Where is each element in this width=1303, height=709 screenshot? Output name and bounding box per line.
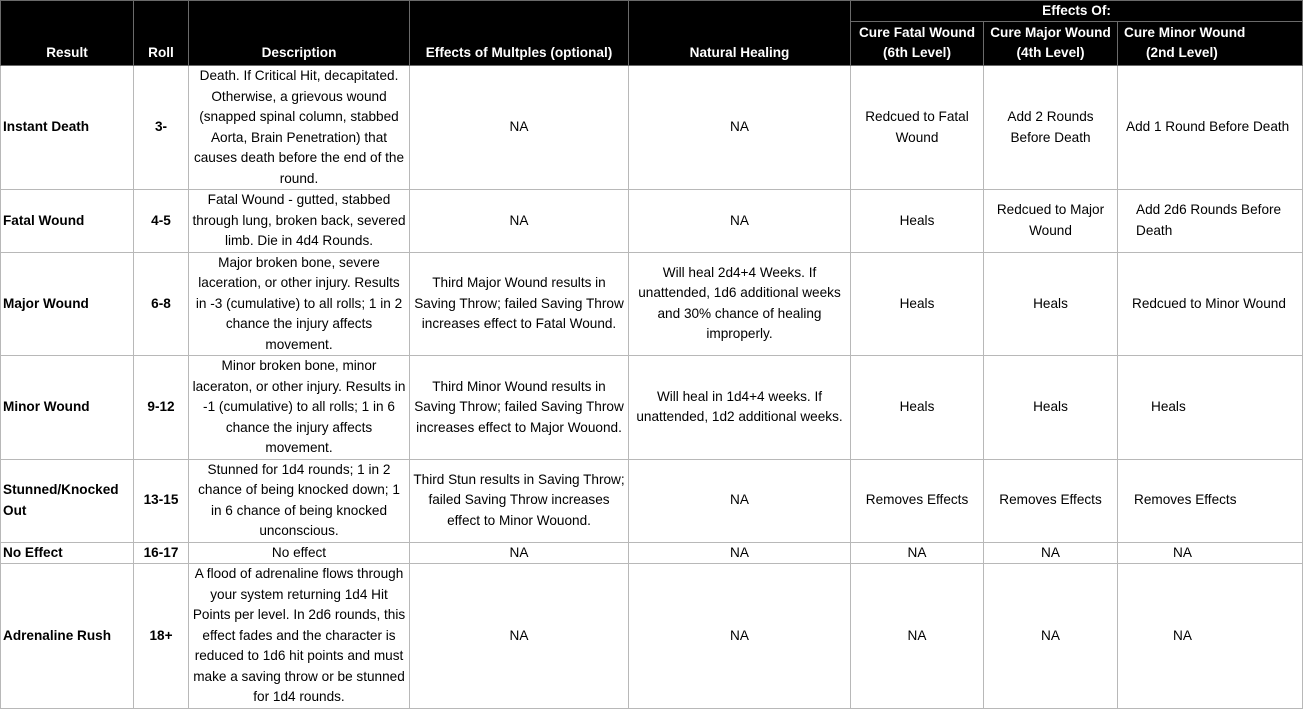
natural-healing-cell: NA <box>629 542 851 564</box>
cure-minor-cell: Heals <box>1118 356 1303 460</box>
header-natural-healing: Natural Healing <box>629 1 851 66</box>
cure-fatal-cell: Removes Effects <box>851 459 984 542</box>
cure-minor-cell: Add 2d6 Rounds Before Death <box>1118 190 1303 253</box>
roll-cell: 18+ <box>134 564 189 709</box>
result-cell: Minor Wound <box>1 356 134 460</box>
description-cell: Minor broken bone, minor laceraton, or other injury. Results in -1 (cumulative) to all rolls; 1 in 6 chance the injury affects movement. <box>189 356 410 460</box>
cure-major-cell: NA <box>984 564 1118 709</box>
multiples-cell: NA <box>410 190 629 253</box>
table-body <box>1 66 1303 709</box>
cure-major-cell: Heals <box>984 252 1118 356</box>
result-cell: Fatal Wound <box>1 190 134 253</box>
cure-major-cell: Redcued to Major Wound <box>984 190 1118 253</box>
result-cell: Adrenaline Rush <box>1 564 134 709</box>
effects-of-label: Effects Of: <box>1042 3 1111 18</box>
natural-healing-cell: NA <box>629 190 851 253</box>
cure-major-line1: Cure Major Wound <box>990 25 1111 40</box>
cure-minor-cell: NA <box>1118 542 1303 564</box>
table-row <box>1 564 1303 709</box>
header-description: Description <box>189 1 410 66</box>
multiples-cell: Third Minor Wound results in Saving Throw; failed Saving Throw increases effect to Major Wouond. <box>410 356 629 460</box>
cure-major-cell: Add 2 Rounds Before Death <box>984 66 1118 190</box>
roll-cell: 6-8 <box>134 252 189 356</box>
cure-fatal-cell: Heals <box>851 356 984 460</box>
cure-minor-cell: Removes Effects <box>1118 459 1303 542</box>
cure-major-cell: Heals <box>984 356 1118 460</box>
result-cell: No Effect <box>1 542 134 564</box>
natural-healing-cell: NA <box>629 66 851 190</box>
table-row <box>1 356 1303 460</box>
table-row <box>1 66 1303 190</box>
cure-fatal-line1: Cure Fatal Wound <box>858 25 976 40</box>
multiples-cell: NA <box>410 564 629 709</box>
header-cure-fatal <box>851 22 984 66</box>
cure-minor-cell: NA <box>1118 564 1303 709</box>
header-cure-major <box>984 22 1118 66</box>
result-cell: Stunned/Knocked Out <box>1 459 134 542</box>
description-cell: Stunned for 1d4 rounds; 1 in 2 chance of being knocked down; 1 in 6 chance of being knocked unconscious. <box>189 459 410 542</box>
cure-fatal-cell: Redcued to Fatal Wound <box>851 66 984 190</box>
natural-healing-cell: Will heal 2d4+4 Weeks. If unattended, 1d6 additional weeks and 30% chance of healing improperly. <box>629 252 851 356</box>
roll-cell: 3- <box>134 66 189 190</box>
header-result: Result <box>1 1 134 66</box>
cure-fatal-cell: Heals <box>851 252 984 356</box>
multiples-cell: NA <box>410 66 629 190</box>
multiples-cell: NA <box>410 542 629 564</box>
description-cell: Death. If Critical Hit, decapitated. Otherwise, a grievous wound (snapped spinal column, stabbed Aorta, Brain Penetration) that causes death before the end of the round. <box>189 66 410 190</box>
description-cell: Major broken bone, severe laceration, or other injury. Results in -3 (cumulative) to all rolls; 1 in 2 chance the injury affects movement. <box>189 252 410 356</box>
cure-minor-line1: Cure Minor Wound <box>1124 25 1246 40</box>
header-cure-minor <box>1118 22 1303 66</box>
roll-cell: 9-12 <box>134 356 189 460</box>
header-effects-of <box>851 1 1303 22</box>
table-row <box>1 459 1303 542</box>
description-cell: A flood of adrenaline flows through your system returning 1d4 Hit Points per level. In 2d6 rounds, this effect fades and the character is reduced to 1d6 hit points and must make a saving throw or be stunned for 1d4 rounds. <box>189 564 410 709</box>
natural-healing-cell: NA <box>629 564 851 709</box>
roll-cell: 13-15 <box>134 459 189 542</box>
cure-minor-cell: Add 1 Round Before Death <box>1118 66 1303 190</box>
roll-cell: 4-5 <box>134 190 189 253</box>
natural-healing-cell: NA <box>629 459 851 542</box>
table-row <box>1 190 1303 253</box>
cure-major-cell: NA <box>984 542 1118 564</box>
description-cell: No effect <box>189 542 410 564</box>
table-row <box>1 542 1303 564</box>
cure-fatal-cell: Heals <box>851 190 984 253</box>
cure-fatal-cell: NA <box>851 564 984 709</box>
roll-cell: 16-17 <box>134 542 189 564</box>
cure-major-line2: (4th Level) <box>1016 45 1085 60</box>
cure-fatal-cell: NA <box>851 542 984 564</box>
multiples-cell: Third Stun results in Saving Throw; failed Saving Throw increases effect to Minor Wouond. <box>410 459 629 542</box>
table-row <box>1 252 1303 356</box>
cure-major-cell: Removes Effects <box>984 459 1118 542</box>
result-cell: Major Wound <box>1 252 134 356</box>
table-header <box>1 1 1303 66</box>
header-roll: Roll <box>134 1 189 66</box>
header-multiples: Effects of Multples (optional) <box>410 1 629 66</box>
natural-healing-cell: Will heal in 1d4+4 weeks. If unattended, 1d2 additional weeks. <box>629 356 851 460</box>
cure-minor-cell: Redcued to Minor Wound <box>1118 252 1303 356</box>
multiples-cell: Third Major Wound results in Saving Throw; failed Saving Throw increases effect to Fatal Wound. <box>410 252 629 356</box>
cure-fatal-line2: (6th Level) <box>883 45 951 60</box>
cure-minor-line2: (2nd Level) <box>1146 45 1218 60</box>
description-cell: Fatal Wound - gutted, stabbed through lung, broken back, severed limb. Die in 4d4 Rounds. <box>189 190 410 253</box>
result-cell: Instant Death <box>1 66 134 190</box>
